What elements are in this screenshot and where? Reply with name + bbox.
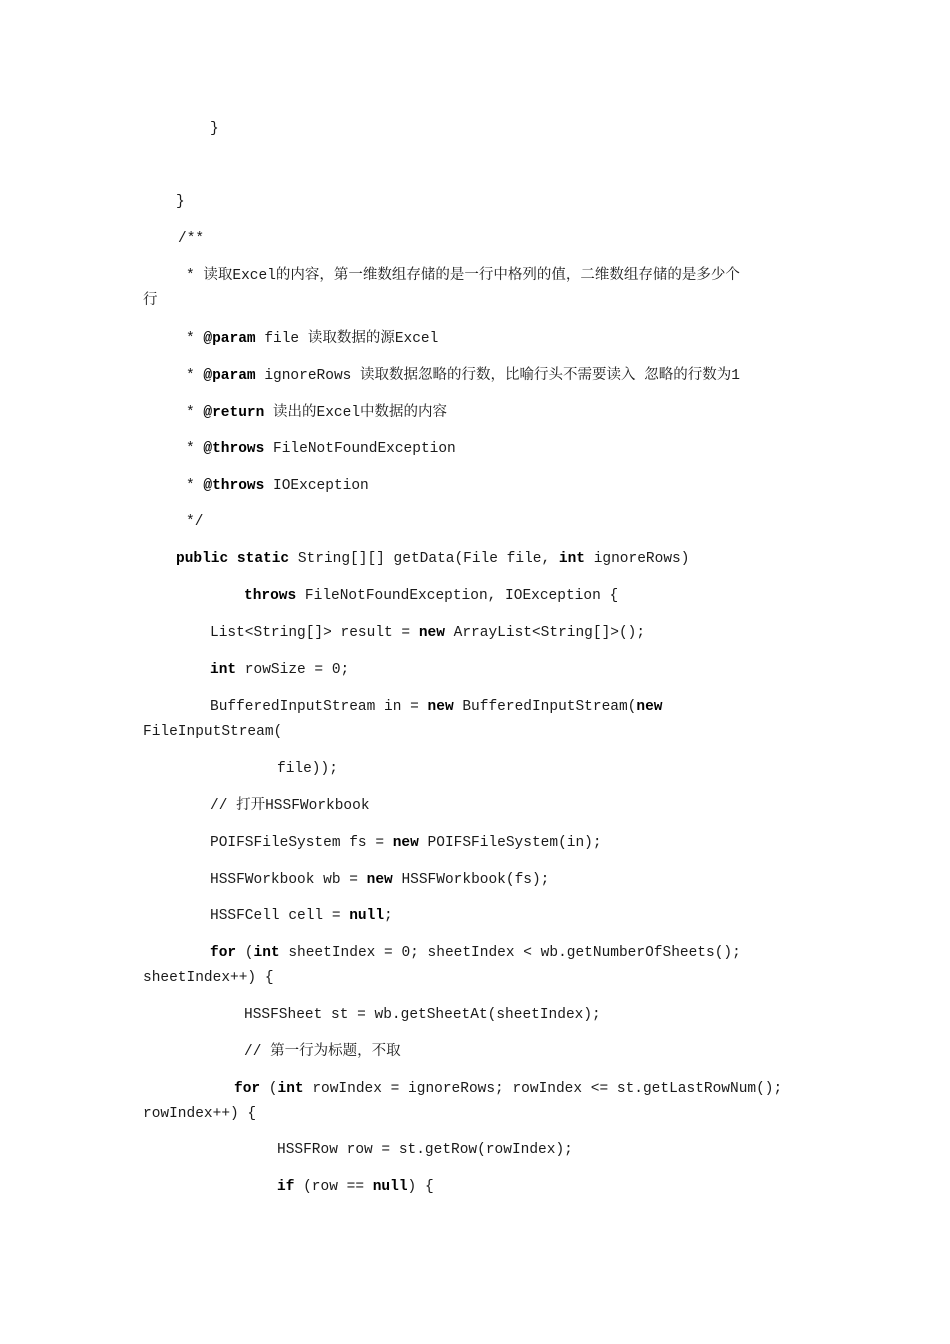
code-line: HSSFRow row = st.getRow(rowIndex); <box>277 1142 573 1158</box>
code-line: throws FileNotFoundException, IOException { <box>244 588 619 604</box>
code-line: if (row == null) { <box>277 1179 434 1195</box>
code-line: file)); <box>277 761 338 777</box>
code-line: * @param file 读取数据的源Excel <box>186 331 439 347</box>
code-line: for (int sheetIndex = 0; sheetIndex < wb.getNumberOfSheets(); <box>210 945 741 961</box>
code-line: POIFSFileSystem fs = new POIFSFileSystem(in); <box>210 835 602 851</box>
code-line: */ <box>186 514 204 530</box>
code-line: rowIndex++) { <box>143 1106 257 1122</box>
code-line: * 读取Excel的内容，第一维数组存储的是一行中格列的值，二维数组存储的是多少个 <box>186 268 740 284</box>
code-line: } <box>210 121 219 137</box>
code-line: /** <box>178 231 205 247</box>
code-line: HSSFSheet st = wb.getSheetAt(sheetIndex); <box>244 1007 601 1023</box>
code-line: * @throws FileNotFoundException <box>186 441 456 457</box>
code-line: } <box>176 194 185 210</box>
code-line: 行 <box>143 293 158 309</box>
code-line: public static String[][] getData(File file, int ignoreRows) <box>176 551 690 567</box>
code-line: int rowSize = 0; <box>210 662 350 678</box>
code-line: List<String[]> result = new ArrayList<String[]>(); <box>210 625 646 641</box>
code-line: * @return 读出的Excel中数据的内容 <box>186 405 448 421</box>
code-line: * @throws IOException <box>186 478 369 494</box>
code-line: // 打开HSSFWorkbook <box>210 798 370 814</box>
code-line: HSSFWorkbook wb = new HSSFWorkbook(fs); <box>210 872 550 888</box>
code-line: sheetIndex++) { <box>143 970 274 986</box>
code-line: // 第一行为标题，不取 <box>244 1044 401 1060</box>
code-line: for (int rowIndex = ignoreRows; rowIndex <= st.getLastRowNum(); <box>234 1081 783 1097</box>
code-line: BufferedInputStream in = new BufferedInputStream(new <box>210 699 663 715</box>
code-line: FileInputStream( <box>143 724 283 740</box>
code-line: * @param ignoreRows 读取数据忽略的行数，比喻行头不需要读入 忽略的行数为1 <box>186 368 740 384</box>
code-line: HSSFCell cell = null; <box>210 908 393 924</box>
